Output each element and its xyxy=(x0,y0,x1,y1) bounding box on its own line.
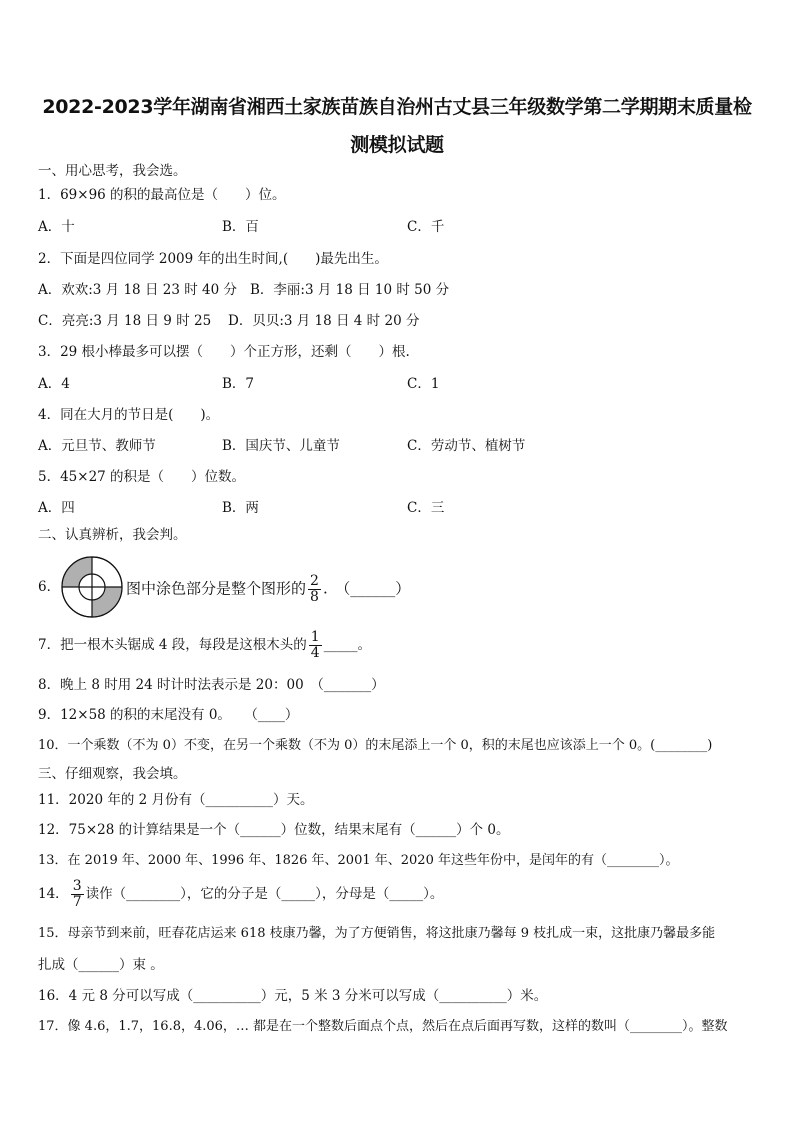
q7-fraction xyxy=(309,630,322,661)
q7-tail: _____。 xyxy=(323,637,371,653)
question-9: 9．12×58 的积的末尾没有 0。 （____） xyxy=(38,707,299,723)
q5-option-a: A．四 xyxy=(38,500,75,516)
q14-number: 14． xyxy=(38,886,69,902)
question-15-line-2: 扎成（______）束 。 xyxy=(38,957,164,973)
q14-tail: 读作（________），它的分子是（_____），分母是（_____）。 xyxy=(85,886,444,902)
section-2-heading: 二、认真辨析，我会判。 xyxy=(38,527,187,543)
q4-option-b: B．国庆节、儿童节 xyxy=(222,438,340,454)
question-8: 8．晚上 8 时用 24 时计时法表示是 20：00 （_______） xyxy=(38,677,385,693)
question-11: 11．2020 年的 2 月份有（__________）天。 xyxy=(38,792,314,808)
q6-fraction xyxy=(308,574,321,605)
question-12: 12．75×28 的计算结果是一个（______）位数，结果末尾有（______）个 0。 xyxy=(38,822,510,838)
q6-number: 6． xyxy=(38,579,61,595)
q4-option-c: C．劳动节、植树节 xyxy=(407,438,526,454)
q6-circle-figure xyxy=(60,555,124,619)
q3-option-a: A．4 xyxy=(38,376,70,392)
question-15-line-1: 15．母亲节到来前，旺春花店运来 618 枝康乃馨，为了方便销售，将这批康乃馨每 9 枝扎成一束，这批康乃馨最多能 xyxy=(38,926,716,941)
question-3: 3．29 根小棒最多可以摆（ ）个正方形，还剩（ ）根. xyxy=(38,344,410,360)
q2-option-c: C．亮亮:3 月 18 日 9 时 25 xyxy=(38,313,212,329)
question-14 xyxy=(38,879,443,910)
question-10: 10．一个乘数（不为 0）不变，在另一个乘数（不为 0）的末尾添上一个 0，积的末尾也应该添上一个 0。(________) xyxy=(38,738,713,753)
q7-text: 7．把一根木头锯成 4 段，每段是这根木头的 xyxy=(38,637,307,653)
exam-title-line-1: 2022-2023学年湖南省湘西土家族苗族自治州古丈县三年级数学第二学期期末质量检 xyxy=(42,96,752,118)
question-13: 13．在 2019 年、2000 年、1996 年、1826 年、2001 年、2020 年这些年份中，是闰年的有（________）。 xyxy=(38,853,679,868)
section-3-heading: 三、仔细观察，我会填。 xyxy=(38,766,187,782)
q5-option-c: C．三 xyxy=(407,500,445,516)
q14-fraction-numerator: 3 xyxy=(72,878,82,894)
q1-option-c: C．千 xyxy=(407,219,445,235)
question-7 xyxy=(38,630,371,661)
q3-option-c: C．1 xyxy=(407,376,440,392)
question-16: 16．4 元 8 分可以写成（__________）元，5 米 3 分米可以写成（__________）米。 xyxy=(38,988,548,1004)
q7-fraction-denominator: 4 xyxy=(310,645,320,661)
exam-title-line-2: 测模拟试题 xyxy=(350,134,444,156)
q3-option-b: B．7 xyxy=(222,376,255,392)
q14-fraction-denominator: 7 xyxy=(72,894,82,910)
q6-tail: . （______） xyxy=(322,579,411,598)
question-4: 4．同在大月的节日是( )。 xyxy=(38,407,220,423)
q6-fraction-denominator: 8 xyxy=(310,589,319,605)
q2-option-b: B．李丽:3 月 18 日 10 时 50 分 xyxy=(250,282,450,298)
q4-option-a: A．元旦节、教师节 xyxy=(38,438,156,454)
q5-option-b: B．两 xyxy=(222,500,259,516)
q1-option-a: A．十 xyxy=(38,219,75,235)
section-1-heading: 一、用心思考，我会选。 xyxy=(38,163,187,179)
q7-fraction-numerator: 1 xyxy=(310,629,320,645)
question-5: 5．45×27 的积是（ ）位数。 xyxy=(38,469,246,485)
q14-fraction xyxy=(71,879,84,910)
question-2: 2．下面是四位同学 2009 年的出生时间,( )最先出生。 xyxy=(38,251,388,267)
question-17: 17．像 4.6，1.7，16.8，4.06，… 都是在一个整数后面点个点，然后在点后面再写数，这样的数叫（________）。整数 xyxy=(38,1019,728,1034)
question-6 xyxy=(126,574,410,605)
q2-option-d: D．贝贝:3 月 18 日 4 时 20 分 xyxy=(228,313,420,329)
q2-option-a: A．欢欢:3 月 18 日 23 时 40 分 xyxy=(38,282,237,298)
q6-text: 图中涂色部分是整个图形的 xyxy=(126,579,307,598)
question-1: 1．69×96 的积的最高位是（ ）位。 xyxy=(38,187,286,203)
q1-option-b: B．百 xyxy=(222,219,259,235)
q6-fraction-numerator: 2 xyxy=(310,573,319,589)
